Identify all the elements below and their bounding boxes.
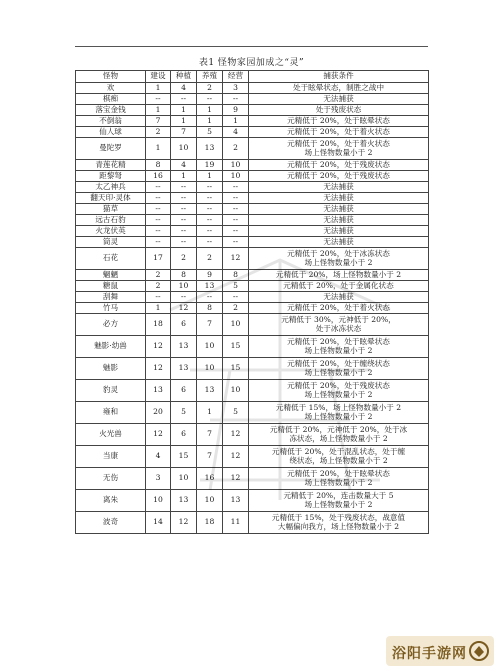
table-row <box>76 105 429 116</box>
table-row <box>76 160 429 171</box>
capture-condition: 无法捕获 <box>249 94 429 105</box>
table-caption: 表1 怪物家园加成之“灵” <box>198 58 305 68</box>
plant-value: 4 <box>171 160 197 171</box>
monster-name: 当康 <box>76 446 146 468</box>
table-row <box>76 193 429 204</box>
plant-value: -- <box>171 94 197 105</box>
build-value: 12 <box>146 358 171 380</box>
build-value: 8 <box>146 160 171 171</box>
table-row <box>76 204 429 215</box>
header-monster: 怪物 <box>76 71 146 83</box>
table-row <box>76 215 429 226</box>
manage-value: -- <box>223 204 249 215</box>
monster-name: 落宝金钱 <box>76 105 146 116</box>
capture-condition: 元精低于 20%，处于眩晕状态 场上怪物数量小于 2 <box>249 336 429 358</box>
table-row <box>76 248 429 270</box>
build-value: 17 <box>146 248 171 270</box>
manage-value: -- <box>223 94 249 105</box>
plant-value: -- <box>171 193 197 204</box>
table-row <box>76 94 429 105</box>
plant-value: 12 <box>171 303 197 314</box>
manage-value: 8 <box>223 270 249 281</box>
table-body <box>76 83 429 534</box>
breed-value: 1 <box>197 402 223 424</box>
breed-value: -- <box>197 226 223 237</box>
monster-table <box>75 70 429 534</box>
build-value: 2 <box>146 127 171 138</box>
build-value: 13 <box>146 380 171 402</box>
plant-value: -- <box>171 215 197 226</box>
breed-value: 7 <box>197 446 223 468</box>
header-row <box>76 71 429 83</box>
manage-value: 10 <box>223 314 249 336</box>
breed-value: -- <box>197 94 223 105</box>
build-value: 12 <box>146 336 171 358</box>
capture-condition: 元精低于 15%，场上怪物数量小于 2 场上怪物数量小于 2 <box>249 402 429 424</box>
monster-name: 猫草 <box>76 204 146 215</box>
capture-condition: 无法捕获 <box>249 226 429 237</box>
build-value: 2 <box>146 281 171 292</box>
capture-condition: 处于残废状态 <box>249 105 429 116</box>
build-value: 7 <box>146 116 171 127</box>
monster-name: 太乙神兵 <box>76 182 146 193</box>
breed-value: -- <box>197 182 223 193</box>
manage-value: -- <box>223 215 249 226</box>
plant-value: 13 <box>171 490 197 512</box>
header-build: 建设 <box>146 71 171 83</box>
manage-value: -- <box>223 226 249 237</box>
monster-name: 波奇 <box>76 512 146 534</box>
manage-value: 15 <box>223 336 249 358</box>
monster-name: 魅影 <box>76 358 146 380</box>
build-value: 4 <box>146 446 171 468</box>
manage-value: 1 <box>223 116 249 127</box>
manage-value: 10 <box>223 171 249 182</box>
table-row <box>76 116 429 127</box>
monster-name: 糖鼠 <box>76 281 146 292</box>
capture-condition: 元精低于 20%，处于混乱状态，处于缠 绕状态，场上怪物数量小于 2 <box>249 446 429 468</box>
build-value: 16 <box>146 171 171 182</box>
manage-value: 2 <box>223 138 249 160</box>
monster-name: 火光兽 <box>76 424 146 446</box>
plant-value: 8 <box>171 270 197 281</box>
manage-value: 10 <box>223 160 249 171</box>
site-logo-text: 浴阳手游网 <box>392 646 467 662</box>
breed-value: 5 <box>197 127 223 138</box>
breed-value: 8 <box>197 303 223 314</box>
table-row <box>76 270 429 281</box>
capture-condition: 无法捕获 <box>249 193 429 204</box>
table-row <box>76 182 429 193</box>
breed-value: 2 <box>197 83 223 94</box>
capture-condition: 元精低于 20%，处于着火状态 <box>249 303 429 314</box>
breed-value: -- <box>197 292 223 303</box>
manage-value: -- <box>223 237 249 248</box>
breed-value: 13 <box>197 380 223 402</box>
capture-condition: 处于眩晕状态，制胜之战中 <box>249 83 429 94</box>
plant-value: 7 <box>171 127 197 138</box>
plant-value: 13 <box>171 336 197 358</box>
table-row <box>76 424 429 446</box>
table-row <box>76 171 429 182</box>
capture-condition: 元精低于 20%，处于金属化状态 <box>249 281 429 292</box>
plant-value: 13 <box>171 358 197 380</box>
table-row <box>76 402 429 424</box>
capture-condition: 元精低于 20%，处于着火状态 场上怪物数量小于 2 <box>249 138 429 160</box>
monster-name: 无伤 <box>76 468 146 490</box>
monster-name: 远古石豹 <box>76 215 146 226</box>
plant-value: -- <box>171 204 197 215</box>
monster-name: 青莲花精 <box>76 160 146 171</box>
monster-name: 竹马 <box>76 303 146 314</box>
manage-value: 10 <box>223 380 249 402</box>
build-value: 1 <box>146 138 171 160</box>
capture-condition: 元精低于 20%，处于缠绕状态 场上怪物数量小于 2 <box>249 358 429 380</box>
manage-value: -- <box>223 182 249 193</box>
table-row <box>76 237 429 248</box>
monster-name: 距黎弩 <box>76 171 146 182</box>
breed-value: 1 <box>197 116 223 127</box>
table-row <box>76 490 429 512</box>
manage-value: 11 <box>223 512 249 534</box>
breed-value: 13 <box>197 281 223 292</box>
table-row <box>76 314 429 336</box>
breed-value: 2 <box>197 248 223 270</box>
manage-value: -- <box>223 193 249 204</box>
monster-name: 筒灵 <box>76 237 146 248</box>
table-row <box>76 127 429 138</box>
capture-condition: 元精低于 20%，处于残废状态 场上怪物数量小于 2 <box>249 380 429 402</box>
breed-value: 7 <box>197 314 223 336</box>
build-value: 2 <box>146 270 171 281</box>
build-value: -- <box>146 182 171 193</box>
monster-name: 欢 <box>76 83 146 94</box>
table-row <box>76 292 429 303</box>
plant-value: 1 <box>171 171 197 182</box>
build-value: 12 <box>146 424 171 446</box>
manage-value: -- <box>223 292 249 303</box>
table-row <box>76 281 429 292</box>
breed-value: 1 <box>197 171 223 182</box>
monster-name: 魍魉 <box>76 270 146 281</box>
monster-name: 必方 <box>76 314 146 336</box>
capture-condition: 无法捕获 <box>249 215 429 226</box>
plant-value: -- <box>171 237 197 248</box>
plant-value: 10 <box>171 281 197 292</box>
monster-name: 曼陀罗 <box>76 138 146 160</box>
site-logo <box>386 636 494 666</box>
breed-value: 10 <box>197 358 223 380</box>
capture-condition: 元精低于 15%，处于残废状态，战意值 大幅偏向我方，场上怪物数量小于 2 <box>249 512 429 534</box>
breed-value: -- <box>197 215 223 226</box>
table-row <box>76 336 429 358</box>
table-row <box>76 138 429 160</box>
breed-value: 18 <box>197 512 223 534</box>
plant-value: -- <box>171 226 197 237</box>
breed-value: -- <box>197 193 223 204</box>
monster-name: 魅影·幼兽 <box>76 336 146 358</box>
build-value: -- <box>146 204 171 215</box>
build-value: -- <box>146 292 171 303</box>
build-value: 3 <box>146 468 171 490</box>
table-row <box>76 468 429 490</box>
build-value: 1 <box>146 303 171 314</box>
plant-value: 15 <box>171 446 197 468</box>
build-value: -- <box>146 226 171 237</box>
capture-condition: 元精低于 20%，元神低于 20%，处于冰 冻状态，场上怪物数量小于 2 <box>249 424 429 446</box>
capture-condition: 元精低于 20%，处于残废状态 <box>249 160 429 171</box>
plant-value: 5 <box>171 402 197 424</box>
breed-value: 10 <box>197 336 223 358</box>
manage-value: 12 <box>223 468 249 490</box>
breed-value: 1 <box>197 105 223 116</box>
monster-name: 刮舞 <box>76 292 146 303</box>
build-value: -- <box>146 237 171 248</box>
logo-icon <box>468 640 490 662</box>
plant-value: 2 <box>171 248 197 270</box>
table-row <box>76 358 429 380</box>
table-row <box>76 512 429 534</box>
build-value: 10 <box>146 490 171 512</box>
capture-condition: 无法捕获 <box>249 237 429 248</box>
breed-value: 16 <box>197 468 223 490</box>
header-capture-condition: 捕获条件 <box>249 71 429 83</box>
manage-value: 4 <box>223 127 249 138</box>
build-value: -- <box>146 215 171 226</box>
manage-value: 12 <box>223 446 249 468</box>
breed-value: -- <box>197 237 223 248</box>
plant-value: -- <box>171 292 197 303</box>
plant-value: 10 <box>171 138 197 160</box>
build-value: 1 <box>146 105 171 116</box>
breed-value: 19 <box>197 160 223 171</box>
build-value: 20 <box>146 402 171 424</box>
monster-name: 翻天印·灵体 <box>76 193 146 204</box>
table-row <box>76 83 429 94</box>
build-value: 1 <box>146 83 171 94</box>
manage-value: 5 <box>223 402 249 424</box>
breed-value: 7 <box>197 424 223 446</box>
manage-value: 12 <box>223 424 249 446</box>
build-value: -- <box>146 94 171 105</box>
capture-condition: 元精低于 20%，处于着火状态 <box>249 127 429 138</box>
monster-name: 火龙伏英 <box>76 226 146 237</box>
monster-name: 仙人球 <box>76 127 146 138</box>
manage-value: 3 <box>223 83 249 94</box>
table-row <box>76 380 429 402</box>
manage-value: 15 <box>223 358 249 380</box>
plant-value: -- <box>171 182 197 193</box>
monster-name: 豹灵 <box>76 380 146 402</box>
capture-condition: 元精低于 20%，处于残废状态 <box>249 171 429 182</box>
manage-value: 9 <box>223 105 249 116</box>
manage-value: 2 <box>223 303 249 314</box>
breed-value: 9 <box>197 270 223 281</box>
monster-name: 棋痴 <box>76 94 146 105</box>
table-row <box>76 303 429 314</box>
capture-condition: 元精低于 20%，场上怪物数量小于 2 <box>249 270 429 281</box>
capture-condition: 无法捕获 <box>249 204 429 215</box>
monster-name: 石花 <box>76 248 146 270</box>
capture-condition: 元精低于 20%，处于眩晕状态 <box>249 116 429 127</box>
build-value: -- <box>146 193 171 204</box>
header-plant: 种植 <box>171 71 197 83</box>
plant-value: 6 <box>171 314 197 336</box>
monster-name: 雍和 <box>76 402 146 424</box>
capture-condition: 元精低于 20%，处于眩晕状态 场上怪物数量小于 2 <box>249 468 429 490</box>
breed-value: 10 <box>197 490 223 512</box>
build-value: 18 <box>146 314 171 336</box>
header-manage: 经营 <box>223 71 249 83</box>
table-row <box>76 446 429 468</box>
manage-value: 12 <box>223 248 249 270</box>
top-rule <box>75 46 428 47</box>
plant-value: 12 <box>171 512 197 534</box>
plant-value: 6 <box>171 380 197 402</box>
capture-condition: 无法捕获 <box>249 182 429 193</box>
plant-value: 1 <box>171 116 197 127</box>
header-breed: 养殖 <box>197 71 223 83</box>
monster-name: 不倒翁 <box>76 116 146 127</box>
capture-condition: 无法捕获 <box>249 292 429 303</box>
manage-value: 13 <box>223 490 249 512</box>
breed-value: -- <box>197 204 223 215</box>
plant-value: 10 <box>171 468 197 490</box>
capture-condition: 元精低于 30%，元神低于 20%， 处于冰冻状态 <box>249 314 429 336</box>
table-row <box>76 226 429 237</box>
capture-condition: 元精低于 20%，连击数量大于 5 场上怪物数量小于 2 <box>249 490 429 512</box>
plant-value: 1 <box>171 105 197 116</box>
monster-name: 离朱 <box>76 490 146 512</box>
manage-value: 5 <box>223 281 249 292</box>
breed-value: 13 <box>197 138 223 160</box>
capture-condition: 元精低于 20%，处于冰冻状态 场上怪物数量小于 2 <box>249 248 429 270</box>
build-value: 14 <box>146 512 171 534</box>
plant-value: 4 <box>171 83 197 94</box>
plant-value: 6 <box>171 424 197 446</box>
